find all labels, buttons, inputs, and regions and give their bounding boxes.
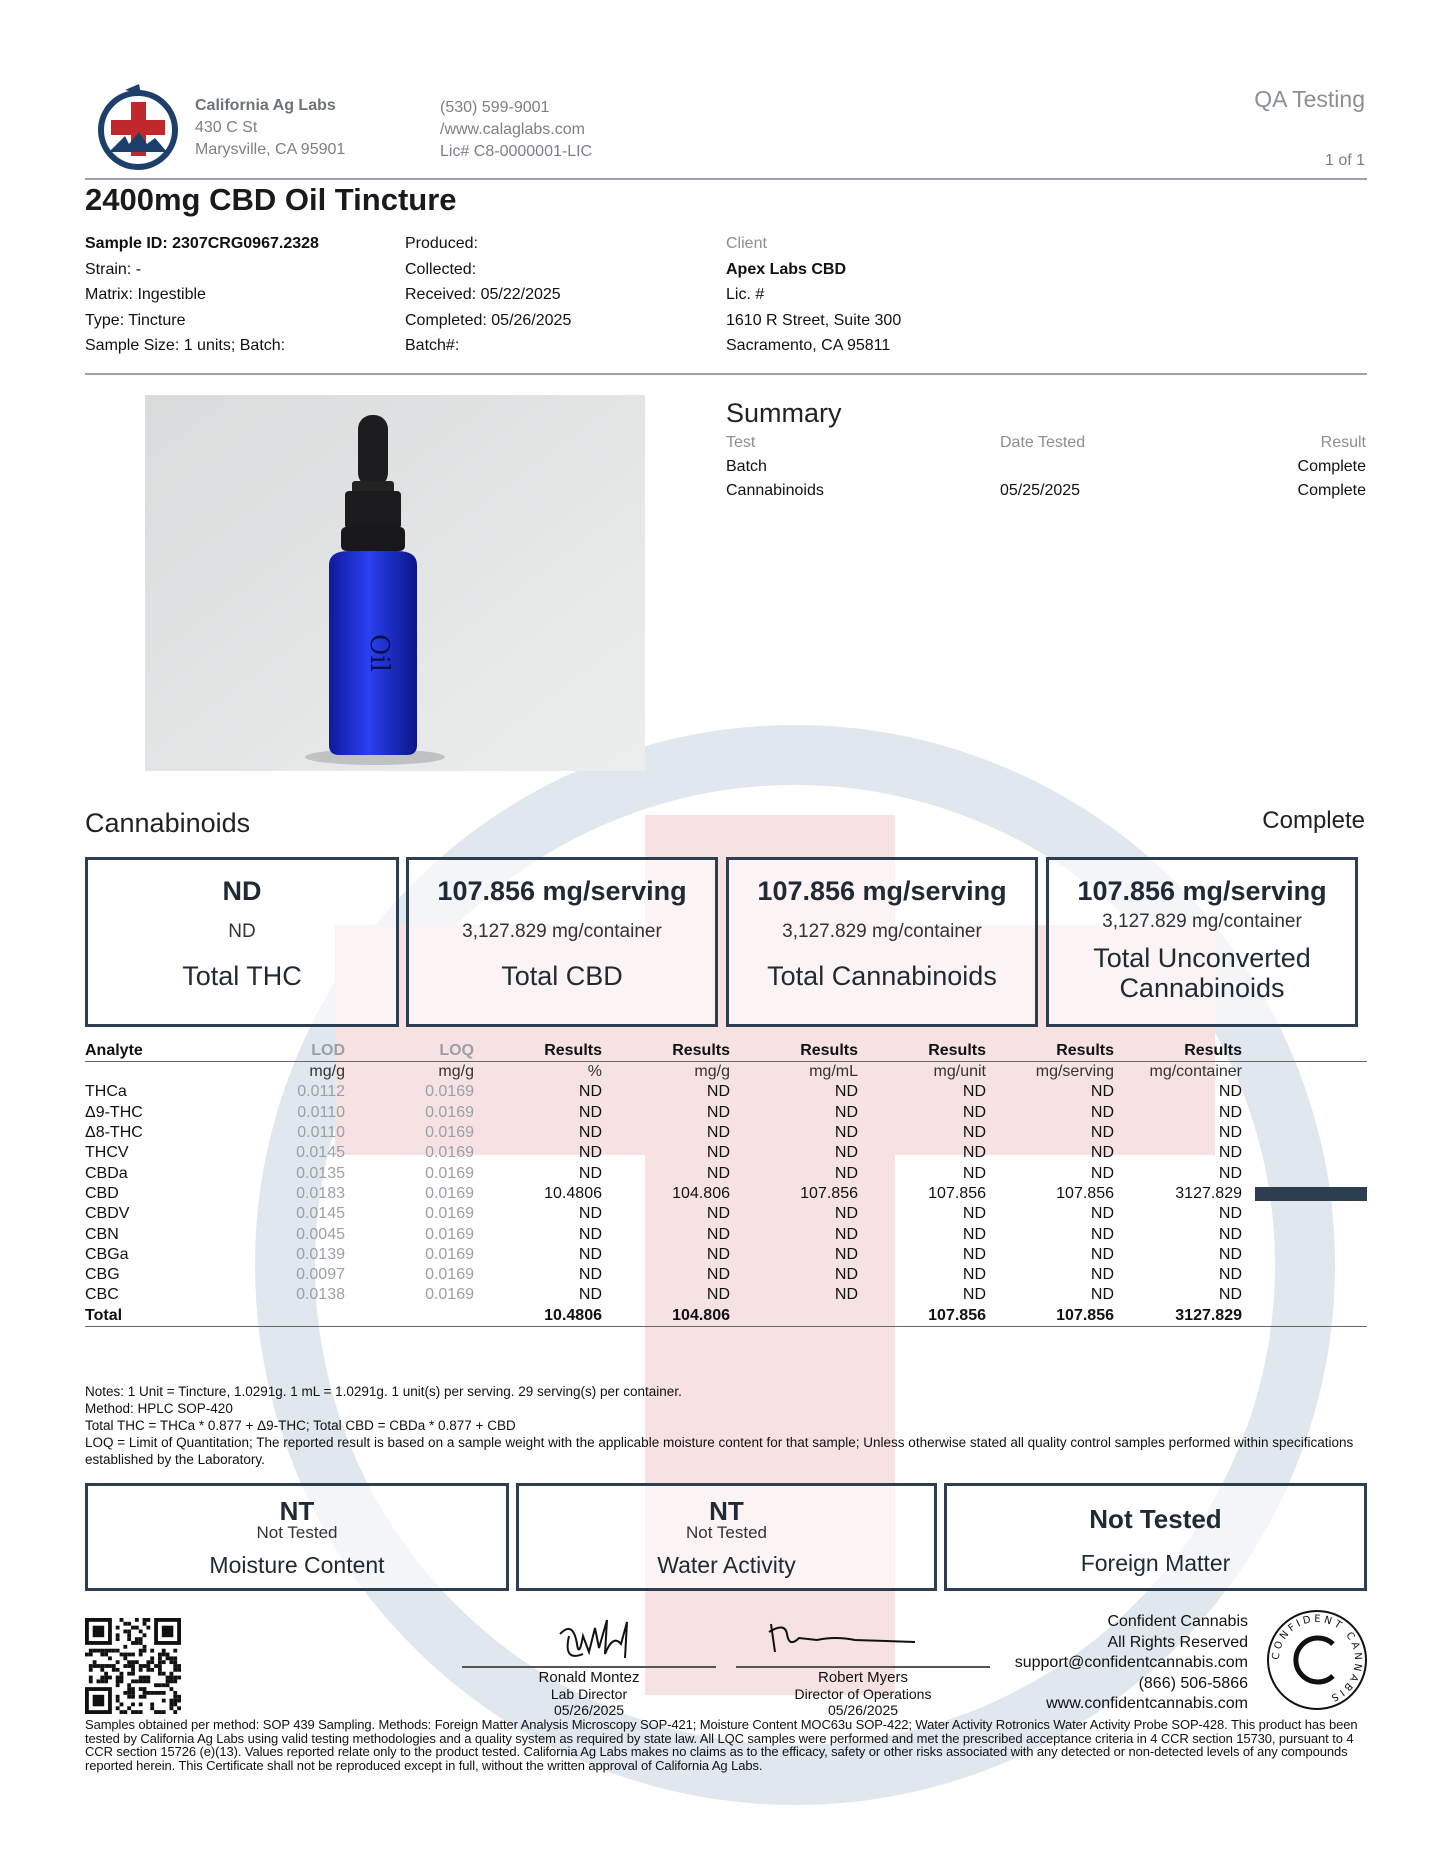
result-cell: 107.856 xyxy=(800,1184,858,1202)
card-label: Total Cannabinoids xyxy=(767,961,997,991)
result-cell: 10.4806 xyxy=(544,1184,602,1202)
summary-result: Complete xyxy=(1297,458,1366,475)
result-cell: 0.0169 xyxy=(425,1083,474,1101)
table-row xyxy=(85,1224,1367,1244)
col-results-percent: Results xyxy=(474,1041,602,1062)
lab-city: Marysville, CA 95901 xyxy=(195,141,346,158)
analyte-name: Total xyxy=(85,1306,265,1327)
bar-cell xyxy=(1242,1245,1367,1265)
table-header-row xyxy=(85,1041,1367,1062)
result-cell: 107.856 xyxy=(1056,1184,1114,1202)
lab-website: /www.calaglabs.com xyxy=(440,121,585,138)
unit-cell: mg/unit xyxy=(933,1063,986,1081)
note-line: Notes: 1 Unit = Tincture, 1.0291g. 1 mL = 1.0291g. 1 unit(s) per serving. 29 serving(s) per container. xyxy=(85,1384,682,1399)
col-results-mgcontainer: Results xyxy=(1114,1041,1242,1062)
unit-cell xyxy=(85,1062,265,1083)
result-cell: ND xyxy=(1218,1225,1242,1243)
col-analyte: Analyte xyxy=(85,1041,265,1062)
result-cell: ND xyxy=(962,1266,986,1284)
card-primary-value: 107.856 mg/serving xyxy=(437,876,687,906)
unit-cell: mg/container xyxy=(1149,1063,1242,1081)
result-cell: ND xyxy=(834,1124,858,1142)
signatory-date: 05/26/2025 xyxy=(553,1702,625,1718)
summary-row xyxy=(726,482,1366,506)
result-cell: ND xyxy=(578,1083,602,1101)
result-cell: ND xyxy=(578,1245,602,1263)
analyte-name: CBG xyxy=(85,1266,120,1284)
page-title: 2400mg CBD Oil Tincture xyxy=(85,182,457,217)
result-cell: ND xyxy=(962,1164,986,1182)
qa-testing-label: QA Testing xyxy=(1254,86,1365,112)
bar-cell xyxy=(1242,1265,1367,1285)
result-cell: ND xyxy=(706,1266,730,1284)
result-cell: 3127.829 xyxy=(1114,1306,1242,1327)
summary-col-test: Test xyxy=(726,434,756,451)
received-date: Received: 05/22/2025 xyxy=(405,286,561,303)
result-cell: 0.0169 xyxy=(425,1184,474,1202)
signatory-2 xyxy=(736,1670,990,1718)
table-row xyxy=(85,1285,1367,1305)
result-cell: 0.0138 xyxy=(296,1286,345,1304)
result-cell: ND xyxy=(578,1205,602,1223)
result-cell: ND xyxy=(1090,1266,1114,1284)
result-cell: 0.0169 xyxy=(425,1286,474,1304)
summary-result: Complete xyxy=(1297,482,1366,499)
result-cell: ND xyxy=(1090,1225,1114,1243)
total-thc-card xyxy=(85,857,399,1027)
result-cell: 0.0110 xyxy=(297,1124,345,1142)
result-cell: ND xyxy=(578,1144,602,1162)
client-info xyxy=(726,231,901,359)
sample-dates xyxy=(405,231,571,359)
summary-table xyxy=(726,434,1366,506)
lab-license: Lic# C8-0000001-LIC xyxy=(440,143,593,160)
bar-cell xyxy=(1242,1163,1367,1183)
result-cell: ND xyxy=(1090,1144,1114,1162)
result-cell: ND xyxy=(834,1103,858,1121)
result-cell: ND xyxy=(962,1225,986,1243)
result-cell: ND xyxy=(1218,1103,1242,1121)
lab-contact xyxy=(440,97,592,163)
col-results-mgg: Results xyxy=(602,1041,730,1062)
result-cell: 0.0110 xyxy=(297,1103,345,1121)
bar-cell xyxy=(1242,1103,1367,1123)
result-cell xyxy=(730,1306,858,1327)
unit-cell: mg/g xyxy=(309,1063,345,1081)
result-cell: ND xyxy=(1090,1164,1114,1182)
seal-text: CONFIDENT CANNABIS xyxy=(1270,1613,1364,1704)
result-cell: ND xyxy=(1218,1144,1242,1162)
result-cell: ND xyxy=(706,1225,730,1243)
table-row xyxy=(85,1265,1367,1285)
units-row xyxy=(85,1062,1367,1083)
result-cell: ND xyxy=(706,1245,730,1263)
bar-cell xyxy=(1242,1204,1367,1224)
result-cell: 0.0045 xyxy=(296,1225,345,1243)
result-cell: ND xyxy=(962,1205,986,1223)
confident-cannabis-info xyxy=(1015,1612,1248,1715)
summary-title: Summary xyxy=(726,398,842,428)
signature-ronald xyxy=(555,1614,665,1664)
bar-cell xyxy=(1242,1123,1367,1143)
card-label: Moisture Content xyxy=(209,1552,385,1578)
water-activity-card xyxy=(516,1483,937,1591)
result-cell: 0.0139 xyxy=(296,1245,345,1263)
unit-cell xyxy=(1242,1062,1367,1083)
result-cell: 0.0169 xyxy=(425,1103,474,1121)
result-cell: 0.0169 xyxy=(425,1266,474,1284)
cc-email[interactable]: support@confidentcannabis.com xyxy=(1014,1654,1248,1671)
header-divider xyxy=(85,178,1367,180)
card-primary-value: 107.856 mg/serving xyxy=(1077,876,1327,906)
cc-name: Confident Cannabis xyxy=(1107,1613,1248,1630)
result-cell: ND xyxy=(962,1103,986,1121)
result-cell: 0.0183 xyxy=(296,1184,345,1202)
analyte-name: CBN xyxy=(85,1225,119,1243)
result-cell: ND xyxy=(1090,1083,1114,1101)
foreign-matter-card xyxy=(944,1483,1367,1591)
result-cell: 0.0145 xyxy=(296,1144,345,1162)
sample-info xyxy=(85,231,319,359)
analyte-name: THCV xyxy=(85,1144,129,1162)
unit-cell: mg/mL xyxy=(809,1063,858,1081)
result-cell: ND xyxy=(1090,1286,1114,1304)
result-cell: 0.0169 xyxy=(425,1205,474,1223)
result-cell: ND xyxy=(706,1205,730,1223)
result-cell: ND xyxy=(1218,1286,1242,1304)
result-cell: ND xyxy=(1090,1103,1114,1121)
notes xyxy=(85,1383,1365,1468)
result-cell: ND xyxy=(834,1286,858,1304)
sample-type: Type: Tincture xyxy=(85,311,186,329)
table-row xyxy=(85,1103,1367,1123)
result-cell: ND xyxy=(1218,1124,1242,1142)
signature-line xyxy=(462,1666,716,1668)
card-primary-value: Not Tested xyxy=(1089,1504,1222,1534)
lab-phone: (530) 599-9001 xyxy=(440,99,550,116)
result-cell: ND xyxy=(578,1225,602,1243)
result-cell: ND xyxy=(834,1266,858,1284)
result-cell: 0.0145 xyxy=(296,1205,345,1223)
result-cell: 104.806 xyxy=(602,1306,730,1327)
result-cell: ND xyxy=(578,1124,602,1142)
svg-text:Oil: Oil xyxy=(364,634,394,672)
bar-cell xyxy=(1242,1285,1367,1305)
col-results-mgserving: Results xyxy=(986,1041,1114,1062)
unit-cell: mg/g xyxy=(694,1063,730,1081)
result-cell: ND xyxy=(1218,1245,1242,1263)
result-cell: 0.0135 xyxy=(296,1164,345,1182)
page-number: 1 of 1 xyxy=(1324,152,1365,169)
result-cell: 0.0169 xyxy=(425,1245,474,1263)
result-cell: ND xyxy=(834,1245,858,1263)
lab-street: 430 C St xyxy=(195,119,258,136)
result-cell: 0.0169 xyxy=(425,1124,474,1142)
result-cell: ND xyxy=(706,1124,730,1142)
produced-date: Produced: xyxy=(405,235,478,252)
result-cell: 107.856 xyxy=(986,1306,1114,1327)
cc-website[interactable]: www.confidentcannabis.com xyxy=(1046,1695,1248,1712)
sample-size: Sample Size: 1 units; Batch: xyxy=(85,337,286,354)
table-row xyxy=(85,1204,1367,1224)
result-cell: 0.0112 xyxy=(297,1083,345,1101)
table-row xyxy=(85,1143,1367,1163)
client-label: Client xyxy=(726,235,767,252)
batch-number: Batch#: xyxy=(405,337,460,354)
svg-text:CONFIDENT CANNABIS xyxy=(1271,1614,1363,1704)
card-secondary-value: Not Tested xyxy=(686,1523,767,1542)
result-cell: ND xyxy=(578,1266,602,1284)
footer-disclaimer: Samples obtained per method: SOP 439 Sampling. Methods: Foreign Matter Analysis Microscopy SOP-421; Moisture Content MOC63u SOP-422; Water Activity Rotronics Water Activity Probe SOP-428. This product has been tested by California Ag Labs using valid testing methodologies and a quality system as required by state law. All LQC samples were performed and met the prescribed acceptance criteria in 4 CCR section 15730, pursuant to 4 CCR section 15726 (e)(13). Values reported relate only to the product tested. California Ag Labs makes no claims as to the efficacy, safety or other risks associated with any detected or non-detected levels of any compounds reported herein. This Certificate shall not be reproduced except in full, without the written approval of California Ag Labs. xyxy=(85,1717,1358,1773)
result-cell: ND xyxy=(1090,1245,1114,1263)
summary-date: 05/25/2025 xyxy=(1000,482,1081,499)
signatory-title: Lab Director xyxy=(550,1686,628,1702)
result-cell: 104.806 xyxy=(672,1184,730,1202)
analyte-name: THCa xyxy=(85,1083,127,1101)
col-bar xyxy=(1242,1041,1367,1062)
result-cell xyxy=(265,1306,345,1327)
total-cannabinoids-card xyxy=(726,857,1038,1027)
result-cell: ND xyxy=(962,1286,986,1304)
card-primary-value: ND xyxy=(222,876,262,906)
col-results-mgunit: Results xyxy=(858,1041,986,1062)
result-cell xyxy=(345,1306,474,1327)
table-row xyxy=(85,1184,1367,1204)
result-cell: ND xyxy=(1218,1083,1242,1101)
client-city: Sacramento, CA 95811 xyxy=(726,337,891,354)
sample-id: Sample ID: 2307CRG0967.2328 xyxy=(85,235,319,252)
card-secondary-value: ND xyxy=(228,921,256,942)
summary-row xyxy=(726,458,1366,482)
completed-date: Completed: 05/26/2025 xyxy=(405,311,572,329)
analyte-name: CBGa xyxy=(85,1245,129,1263)
result-cell: 0.0169 xyxy=(425,1225,474,1243)
client-street: 1610 R Street, Suite 300 xyxy=(726,311,902,329)
note-line: LOQ = Limit of Quantitation; The reported result is based on a sample weight with the applicable moisture content for that sample; Unless otherwise stated all quality control samples performed within specifications established by the Laboratory. xyxy=(85,1435,1354,1467)
unit-cell: % xyxy=(587,1063,602,1081)
lab-address xyxy=(195,95,345,161)
result-cell: ND xyxy=(1090,1124,1114,1142)
cc-rights: All Rights Reserved xyxy=(1107,1633,1248,1651)
result-cell: ND xyxy=(962,1083,986,1101)
result-cell: ND xyxy=(706,1144,730,1162)
result-cell: ND xyxy=(962,1245,986,1263)
total-row xyxy=(85,1306,1367,1327)
col-loq: LOQ xyxy=(345,1041,474,1062)
result-cell: 0.0097 xyxy=(296,1266,345,1284)
total-cbd-card xyxy=(406,857,718,1027)
signatory-date: 05/26/2025 xyxy=(827,1702,899,1718)
result-cell: ND xyxy=(1090,1205,1114,1223)
note-line: Method: HPLC SOP-420 xyxy=(85,1401,233,1416)
bar-cell xyxy=(1242,1082,1367,1102)
result-cell: ND xyxy=(834,1144,858,1162)
bar-cell xyxy=(1242,1143,1367,1163)
bar-cell xyxy=(1242,1184,1367,1204)
result-cell: 107.856 xyxy=(928,1184,986,1202)
cannabinoid-results-table xyxy=(85,1041,1367,1327)
analyte-name: CBDV xyxy=(85,1205,130,1223)
cbd-bar xyxy=(1255,1187,1367,1201)
result-cell: ND xyxy=(834,1205,858,1223)
result-cell: ND xyxy=(962,1124,986,1142)
product-photo xyxy=(145,395,645,771)
result-cell: ND xyxy=(578,1103,602,1121)
result-cell: 0.0169 xyxy=(425,1144,474,1162)
client-license: Lic. # xyxy=(726,286,765,303)
sample-matrix: Matrix: Ingestible xyxy=(85,286,206,303)
result-cell: ND xyxy=(706,1103,730,1121)
sample-strain: Strain: - xyxy=(85,260,142,278)
summary-test: Batch xyxy=(726,458,767,475)
result-cell: ND xyxy=(1218,1164,1242,1182)
result-cell: ND xyxy=(1218,1266,1242,1284)
signatory-1 xyxy=(462,1670,716,1718)
summary-test: Cannabinoids xyxy=(726,482,824,499)
table-row xyxy=(85,1123,1367,1143)
signature-robert xyxy=(765,1618,925,1658)
confident-cannabis-seal xyxy=(1265,1608,1369,1712)
card-secondary-value: Not Tested xyxy=(256,1523,338,1542)
unit-cell: mg/g xyxy=(438,1063,474,1081)
result-cell: ND xyxy=(578,1164,602,1182)
summary-col-date: Date Tested xyxy=(1000,434,1086,451)
card-label: Total Unconverted Cannabinoids xyxy=(1093,943,1311,1003)
total-unconverted-card xyxy=(1046,857,1358,1027)
moisture-content-card xyxy=(85,1483,509,1591)
card-label: Water Activity xyxy=(657,1552,796,1578)
bar-cell xyxy=(1242,1224,1367,1244)
collected-date: Collected: xyxy=(405,260,477,278)
lab-logo xyxy=(95,82,181,174)
lab-name: California Ag Labs xyxy=(195,97,336,114)
result-cell: ND xyxy=(834,1225,858,1243)
cannabinoids-title: Cannabinoids xyxy=(85,808,251,838)
analyte-name: CBC xyxy=(85,1286,119,1304)
result-cell: ND xyxy=(706,1286,730,1304)
card-secondary-value: 3,127.829 mg/container xyxy=(1102,911,1302,932)
result-cell: 3127.829 xyxy=(1175,1184,1242,1202)
result-cell: ND xyxy=(962,1144,986,1162)
cannabinoids-status: Complete xyxy=(1262,807,1365,834)
card-label: Total CBD xyxy=(501,961,623,991)
result-cell: ND xyxy=(1218,1205,1242,1223)
meta-divider xyxy=(85,373,1367,375)
signatory-title: Director of Operations xyxy=(794,1686,932,1702)
table-row xyxy=(85,1163,1367,1183)
analyte-name: Δ8-THC xyxy=(85,1124,143,1142)
analyte-name: CBDa xyxy=(85,1164,128,1182)
card-secondary-value: 3,127.829 mg/container xyxy=(462,921,662,942)
card-primary-value: 107.856 mg/serving xyxy=(757,876,1007,906)
cc-phone: (866) 506-5866 xyxy=(1138,1674,1248,1692)
signatory-name: Robert Myers xyxy=(817,1669,909,1686)
result-cell: ND xyxy=(706,1083,730,1101)
result-cell: ND xyxy=(834,1164,858,1182)
unit-cell: mg/serving xyxy=(1035,1063,1114,1081)
result-cell: ND xyxy=(834,1083,858,1101)
card-primary-value: NT xyxy=(279,1496,315,1526)
qr-code[interactable] xyxy=(85,1618,181,1714)
note-line: Total THC = THCa * 0.877 + Δ9-THC; Total CBD = CBDa * 0.877 + CBD xyxy=(85,1418,516,1433)
summary-col-result: Result xyxy=(1320,434,1366,451)
result-cell: 0.0169 xyxy=(425,1164,474,1182)
bar-cell xyxy=(1242,1306,1367,1327)
result-cell: ND xyxy=(706,1164,730,1182)
col-results-mgml: Results xyxy=(730,1041,858,1062)
table-row xyxy=(85,1082,1367,1102)
analyte-name: CBD xyxy=(85,1184,119,1202)
result-cell: ND xyxy=(578,1286,602,1304)
result-cell: 10.4806 xyxy=(474,1306,602,1327)
col-lod: LOD xyxy=(265,1041,345,1062)
result-cell: 107.856 xyxy=(858,1306,986,1327)
table-row xyxy=(85,1245,1367,1265)
card-label: Foreign Matter xyxy=(1080,1550,1231,1576)
card-secondary-value: 3,127.829 mg/container xyxy=(782,921,982,942)
signatory-name: Ronald Montez xyxy=(538,1669,640,1686)
card-label: Total THC xyxy=(182,961,302,991)
analyte-name: Δ9-THC xyxy=(85,1103,143,1121)
client-name: Apex Labs CBD xyxy=(726,260,847,278)
card-primary-value: NT xyxy=(709,1496,744,1526)
signature-line xyxy=(736,1666,990,1668)
